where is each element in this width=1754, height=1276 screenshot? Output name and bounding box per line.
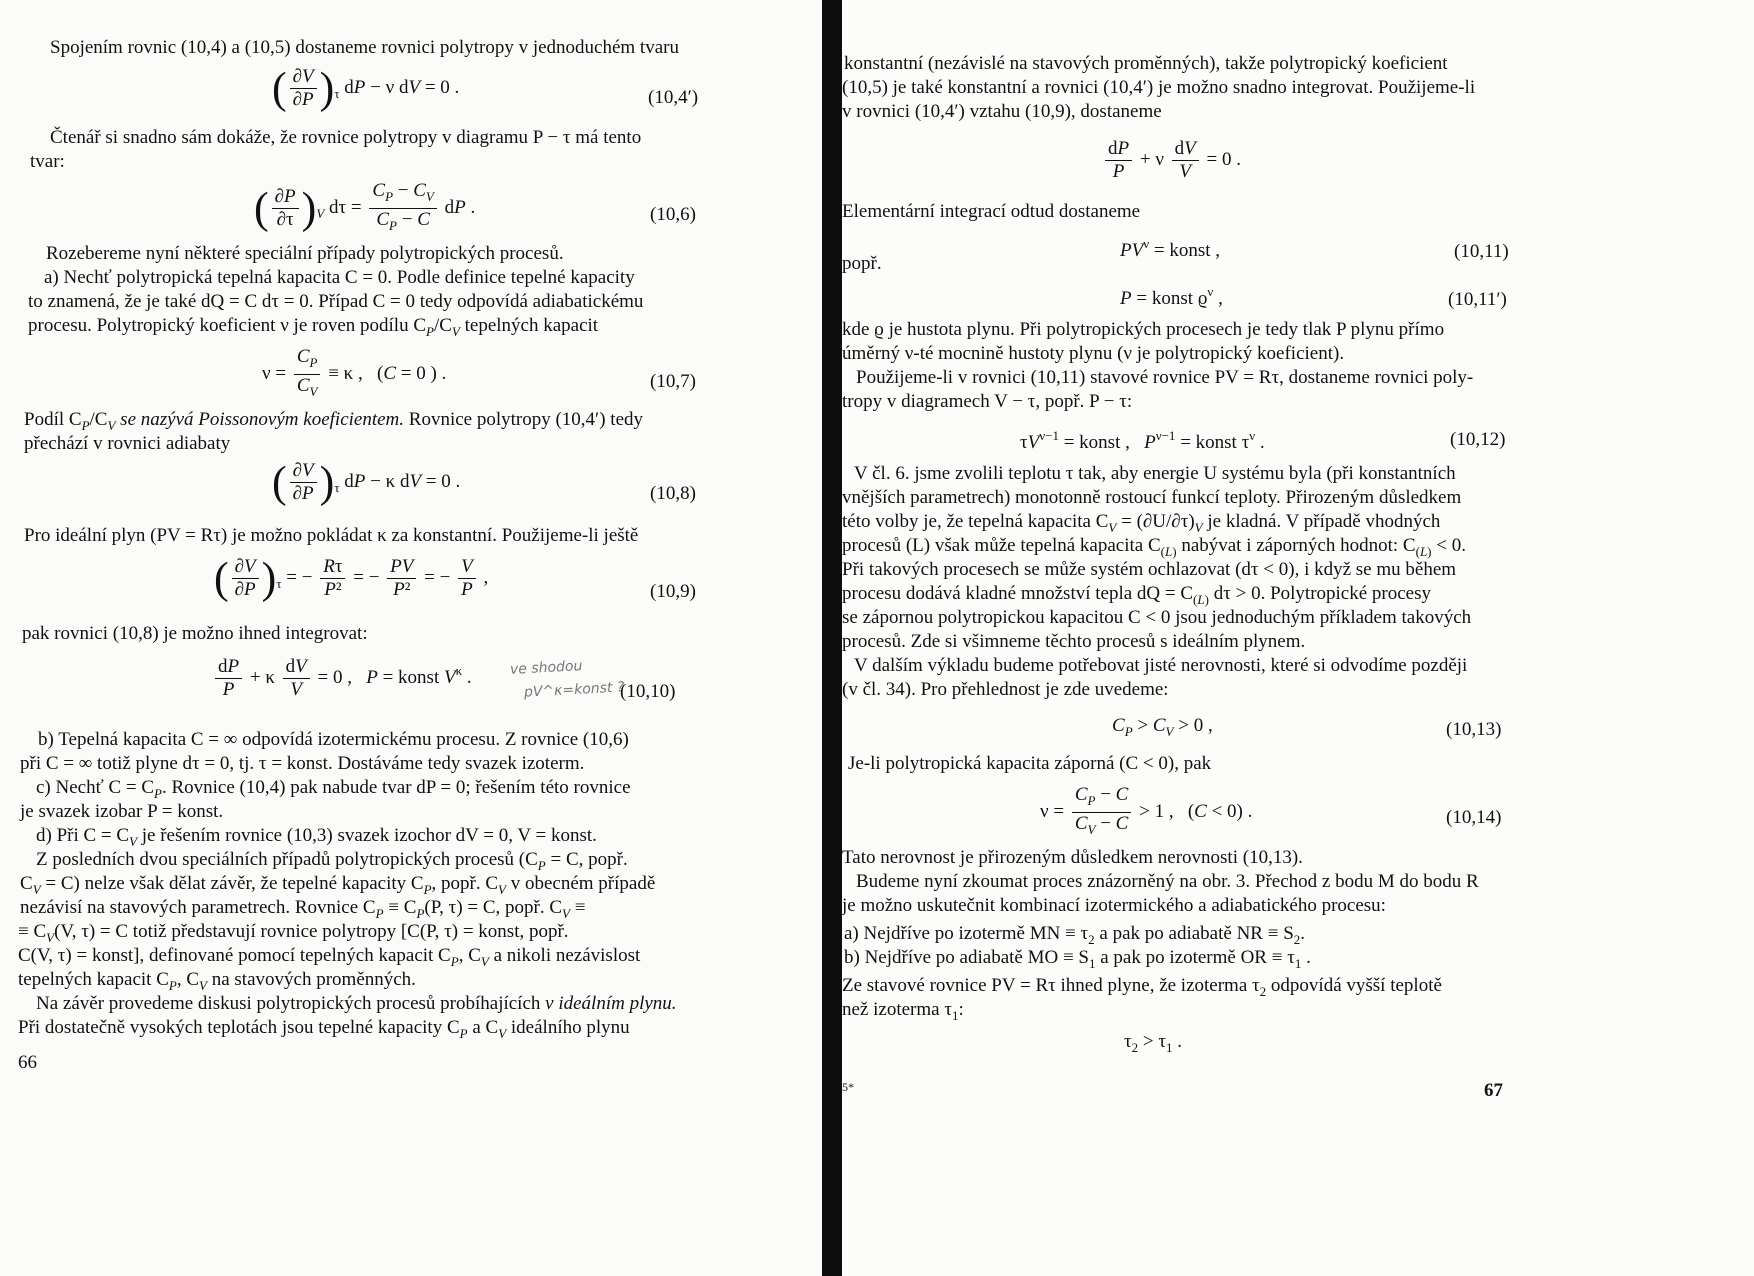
equation-number: (10,4′) xyxy=(648,87,699,108)
equation-10-7: ν = $\frac{C_P}{C_V}$ ≡ κ , (C = 0 ) . xyxy=(262,346,447,399)
text-line: nezávisí na stavových parametrech. Rovnice $C_P \equiv C_P(P$, τ) = C, popř. $C_V$ ≡ xyxy=(20,897,586,921)
text-line: $C_V = C$) nelze však dělat závěr, že tepelné kapacity $C_P$, popř. $C_V$ v obecném případě xyxy=(20,873,656,897)
text-line: procesu dodává kladné množství tepla dQ = $C_{(L)}$ dτ > 0. Polytropické procesy xyxy=(842,583,1432,607)
text-line: je svazek izobar P = konst. xyxy=(20,801,224,822)
equation-10-10: $\frac{dP}{P}$ + κ $\frac{dV}{V}$ = 0 , P = konst $V^\kappa$ . xyxy=(212,656,472,701)
left-page xyxy=(0,0,822,1276)
text-line: Ze stavové rovnice PV = Rτ ihned plyne, že izoterma $\tau_2$ odpovídá vyšší teplotě xyxy=(842,975,1442,999)
handwritten-note: pV^κ=konst ? xyxy=(523,679,625,701)
text-line: při C = ∞ totiž plyne dτ = 0, tj. τ = konst. Dostáváme tedy svazek izoterm. xyxy=(20,753,585,774)
text-line: procesu. Polytropický koeficient ν je roven podílu $C_P/C_V$ tepelných kapacit xyxy=(28,315,599,339)
equation-10-6: ( $\frac{\partial P}{\partial\tau}$ )$_V$ dτ = $\frac{C_P - C_V}{C_P - C}$ dP . xyxy=(254,180,476,233)
text-line: to znamená, že je také dQ = C dτ = 0. Případ C = 0 tedy odpovídá adiabatickému xyxy=(28,291,644,312)
text-line: Z posledních dvou speciálních případů polytropických procesů ($C_P = C$, popř. xyxy=(36,849,628,873)
text-line: tropy v diagramech V − τ, popř. P − τ: xyxy=(842,391,1133,412)
text-line: Spojením rovnic (10,4) a (10,5) dostaneme rovnici polytropy v jednoduchém tvaru xyxy=(50,37,679,58)
text-line: než izoterma $\tau_1$: xyxy=(842,999,964,1023)
text-line: kde ϱ je hustota plynu. Při polytropických procesech je tedy tlak P plynu přímo xyxy=(842,319,1445,340)
text-line: ≡ $C_V(V$, τ) = C totiž představují rovnice polytropy [C(P, τ) = konst, popř. xyxy=(18,921,569,945)
text-line: Při takových procesech se může systém ochlazovat (dτ < 0), i když se mu během xyxy=(842,559,1457,580)
text-line: popř. xyxy=(842,253,882,274)
text-line: Tato nerovnost je přirozeným důsledkem nerovnosti (10,13). xyxy=(842,847,1303,868)
equation-10-8: ( $\frac{\partial V}{\partial P}$ )$_\tau$ dP − κ dV = 0 . xyxy=(272,457,461,507)
equation-tau-inequality: $\tau_2 > \tau_1$ . xyxy=(1124,1031,1182,1055)
text-line: Na závěr provedeme diskusi polytropických procesů probíhajících v ideálním plynu. xyxy=(36,993,677,1014)
text-line: procesů (L) však může tepelná kapacita $C_{(L)}$ nabývat i záporných hodnot: $C_{(L)} < 0$. xyxy=(842,535,1466,559)
text-line: c) Nechť $C = C_P$. Rovnice (10,4) pak nabude tvar dP = 0; řešením této rovnice xyxy=(36,777,631,801)
equation-10-12: $\tau V^{\nu-1}$ = konst , $P^{\nu-1}$ = konst $\tau^\nu$ . xyxy=(1020,428,1265,453)
text-line: b) Nejdříve po adiabatě MO ≡ $S_1$ a pak po izotermě OR ≡ $\tau_1$ . xyxy=(844,947,1311,971)
text-line: procesů. Zde si všimneme těchto procesů s ideálním plynem. xyxy=(842,631,1306,652)
equation-number: (10,12) xyxy=(1450,429,1506,450)
equation-number: (10,10) xyxy=(620,681,676,702)
text-line: d) Při $C = C_V$ je řešením rovnice (10,3) svazek izochor dV = 0, V = konst. xyxy=(36,825,597,849)
equation-10-9: ( $\frac{\partial V}{\partial P}$ )$_\tau$ = − $\frac{R\tau}{\text{P²}}$ = − $\frac{PV}{\text{P²}}$ = − $\frac{V}{P}$ , xyxy=(214,553,489,603)
equation-10-13: $C_P > C_V > 0$ , xyxy=(1112,715,1213,739)
text-line: této volby je, že tepelná kapacita $C_V = (\partial U/\partial\tau)_V$ je kladná. V případě vhodných xyxy=(842,511,1441,535)
equation-number: (10,9) xyxy=(650,581,696,602)
book-gutter xyxy=(822,0,842,1276)
text-line: b) Tepelná kapacita C = ∞ odpovídá izotermickému procesu. Z rovnice (10,6) xyxy=(38,729,629,750)
equation-integration: $\frac{dP}{P}$ + ν $\frac{dV}{V}$ = 0 . xyxy=(1102,138,1241,183)
equation-10-11: $PV^\nu$ = konst , xyxy=(1120,236,1220,261)
text-line: v rovnici (10,4′) vztahu (10,9), dostaneme xyxy=(842,101,1162,122)
equation-10-11-prime: P = konst $ϱ^\nu$ , xyxy=(1120,284,1223,309)
text-line: Rozebereme nyní některé speciální případy polytropických procesů. xyxy=(46,243,564,264)
text-line: je možno uskutečnit kombinací izotermického a adiabatického procesu: xyxy=(842,895,1386,916)
page-number: 67 xyxy=(1484,1080,1503,1101)
equation-number: (10,7) xyxy=(650,371,696,392)
equation-number: (10,11) xyxy=(1454,241,1509,262)
equation-10-14: ν = $\frac{C_P - C}{C_V - C}$ > 1 , (C < 0) . xyxy=(1040,784,1253,837)
signature-mark: 5* xyxy=(842,1080,854,1094)
text-line: a) Nejdříve po izotermě MN ≡ $\tau_2$ a pak po adiabatě NR ≡ $S_2$. xyxy=(844,923,1306,947)
right-page xyxy=(842,0,1754,1276)
text-line: (v čl. 34). Pro přehlednost je zde uvedeme: xyxy=(842,679,1169,700)
text-line: V čl. 6. jsme zvolili teplotu τ tak, aby energie U systému byla (při konstantních xyxy=(854,463,1456,484)
text-line: Pro ideální plyn (PV = Rτ) je možno pokládat κ za konstantní. Použijeme-li ještě xyxy=(24,525,639,546)
equation-number: (10,11′) xyxy=(1448,289,1507,310)
text-line: a) Nechť polytropická tepelná kapacita C = 0. Podle definice tepelné kapacity xyxy=(44,267,635,288)
handwritten-note: ve shodou xyxy=(509,658,583,678)
text-line: Čtenář si snadno sám dokáže, že rovnice polytropy v diagramu P − τ má tento xyxy=(50,127,642,148)
text-line: V dalším výkladu budeme potřebovat jisté nerovnosti, které si odvodíme později xyxy=(854,655,1468,676)
page-number: 66 xyxy=(18,1052,37,1073)
text-line: Elementární integrací odtud dostaneme xyxy=(842,201,1141,222)
text-line: Při dostatečně vysokých teplotách jsou tepelné kapacity $C_P$ a $C_V$ ideálního plynu xyxy=(18,1017,630,1041)
equation-number: (10,6) xyxy=(650,204,696,225)
text-line: vnějších parametrech) monotonně rostoucí funkcí teploty. Přirozeným důsledkem xyxy=(842,487,1462,508)
equation-number: (10,8) xyxy=(650,483,696,504)
equation-number: (10,14) xyxy=(1446,807,1502,828)
text-line: konstantní (nezávislé na stavových proměnných), takže polytropický koeficient xyxy=(844,53,1448,74)
text-line: (10,5) je také konstantní a rovnici (10,4′) je možno snadno integrovat. Použijeme-li xyxy=(842,77,1476,98)
text-line: Použijeme-li v rovnici (10,11) stavové rovnice PV = Rτ, dostaneme rovnici poly- xyxy=(856,367,1474,388)
text-line: Je-li polytropická kapacita záporná (C < 0), pak xyxy=(848,753,1212,774)
text-line: tepelných kapacit $C_P$, $C_V$ na stavových proměnných. xyxy=(18,969,416,993)
text-line: přechází v rovnici adiabaty xyxy=(24,433,231,454)
text-line: Podíl $C_P/C_V$ se nazývá Poissonovým koeficientem. Rovnice polytropy (10,4′) tedy xyxy=(24,409,644,433)
text-line: Budeme nyní zkoumat proces znázorněný na obr. 3. Přechod z bodu M do bodu R xyxy=(856,871,1479,892)
text-line: úměrný ν-té mocnině hustoty plynu (ν je polytropický koeficient). xyxy=(842,343,1345,364)
equation-10-4-prime: ( $\frac{\partial V}{\partial P}$ )$_\tau$ dP − ν dV = 0 . xyxy=(272,63,460,113)
equation-number: (10,13) xyxy=(1446,719,1502,740)
text-line: C(V, τ) = konst], definované pomocí tepelných kapacit $C_P$, $C_V$ a nikoli nezávislost xyxy=(18,945,641,969)
text-line: pak rovnici (10,8) je možno ihned integrovat: xyxy=(22,623,368,644)
text-line: tvar: xyxy=(30,151,65,172)
text-line: se zápornou polytropickou kapacitou C < 0 jsou jednoduchým příkladem takových xyxy=(842,607,1472,628)
